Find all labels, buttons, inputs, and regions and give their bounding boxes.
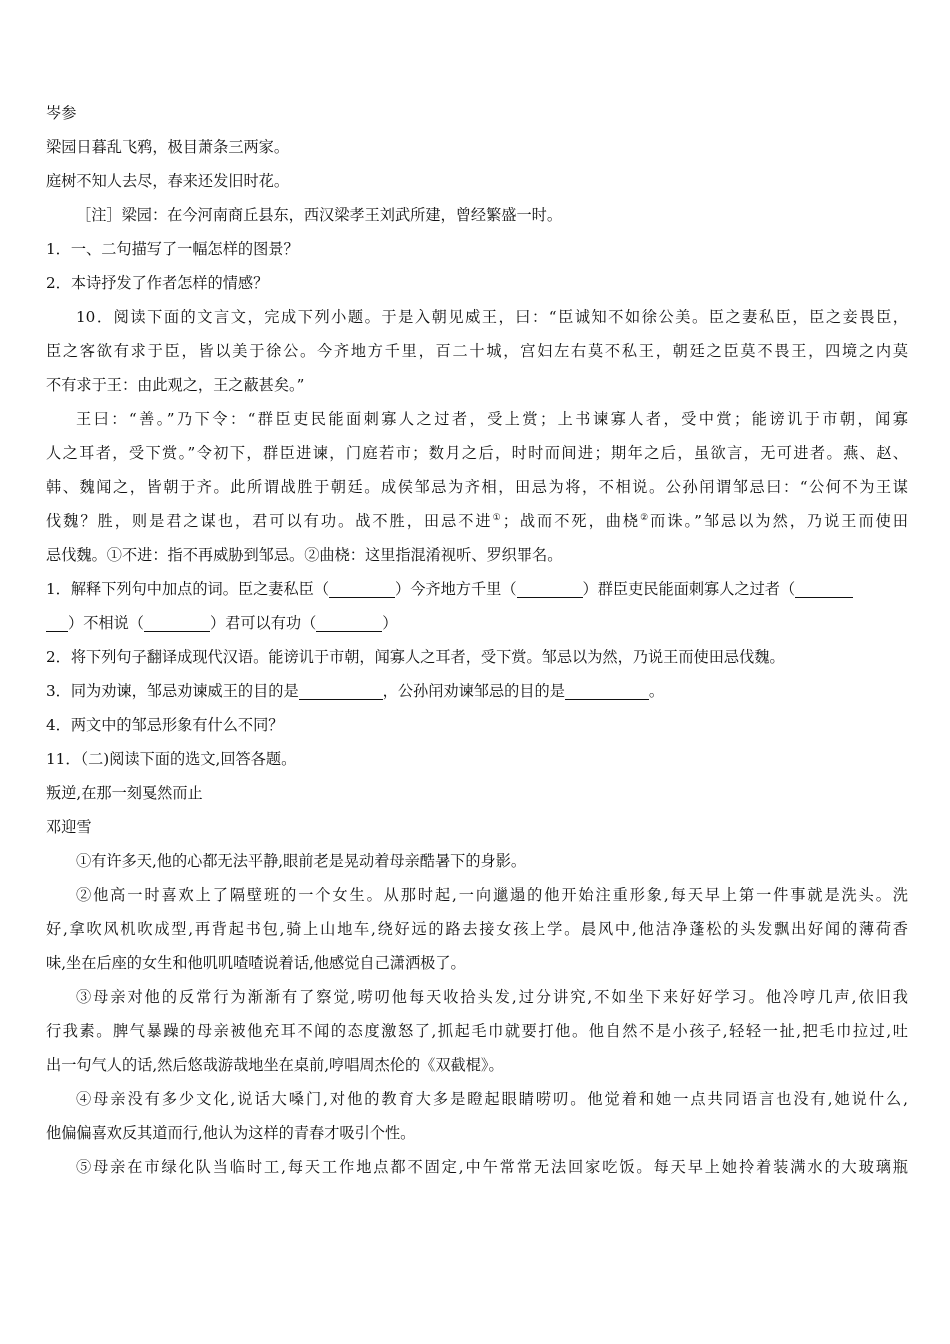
article-title: 叛逆,在那一刻戛然而止 <box>46 784 203 802</box>
sq1-text-e: ）君可以有功（ <box>209 614 317 632</box>
article-paragraph-3-line-2: 行我素。脾气暴躁的母亲被他充耳不闻的态度激怒了,抓起毛巾就要打他。他自然不是小孩子,轻轻一扯,把毛巾拉过,吐 <box>46 1022 908 1040</box>
q10-subquestion-1-line-2 <box>46 606 908 640</box>
q10-passage-2-line-4 <box>46 504 908 538</box>
q10-passage-1-line-2: 臣之客欲有求于臣，皆以美于徐公。今齐地方千里，百二十城，宫妇左右莫不私王，朝廷之臣莫不畏王，四境之内莫 <box>46 342 908 360</box>
sq1-text-f: ） <box>382 614 398 632</box>
sq1-text-d: ）不相说（ <box>68 614 144 632</box>
answer-blank[interactable] <box>144 613 210 632</box>
q10-passage-2-line-2: 人之耳者，受下赏。”令初下，群臣进谏，门庭若市；数月之后，时时而间进；期年之后，虽欲言，无可进者。燕、赵、 <box>46 444 908 462</box>
sq3-text-b: ，公孙闬劝谏邹忌的目的是 <box>382 682 565 700</box>
q11-heading: 11．（二)阅读下面的选文,回答各题。 <box>46 750 297 768</box>
q10-line4-part-a: 伐魏？胜，则是君之谋也，君可以有功。战不胜，田忌不进 <box>46 512 493 530</box>
footnote-marker-2: ② <box>640 512 651 523</box>
sq3-text-c: 。 <box>648 682 665 700</box>
article-paragraph-2-line-1: ②他高一时喜欢上了隔壁班的一个女生。从那时起,一向邋遢的他开始注重形象,每天早上第一件事就是洗头。洗 <box>76 886 908 904</box>
answer-blank[interactable] <box>565 681 649 700</box>
answer-blank[interactable] <box>316 613 382 632</box>
sq1-text-b: ）今齐地方千里（ <box>395 580 517 598</box>
q10-line4-part-c: 而诛。”邹忌以为然，乃说王而使田 <box>650 512 908 530</box>
answer-blank[interactable] <box>517 579 583 598</box>
article-author: 邓迎雪 <box>46 818 92 836</box>
sq3-text-a: 3．同为劝谏，邹忌劝谏威王的目的是 <box>46 682 299 700</box>
article-paragraph-2-line-2: 好,拿吹风机吹成型,再背起书包,骑上山地车,绕好远的路去接女孩上学。晨风中,他洁净蓬松的头发飘出好闻的薄荷香 <box>46 920 908 938</box>
q10-subquestion-1-line-1 <box>46 572 908 606</box>
q10-subquestion-2: 2．将下列句子翻译成现代汉语。能谤讥于市朝，闻寡人之耳者，受下赏。邹忌以为然，乃说王而使田忌伐魏。 <box>46 648 785 666</box>
answer-blank[interactable] <box>795 579 853 598</box>
poem-question-2: 2．本诗抒发了作者怎样的情感？ <box>46 274 269 292</box>
answer-blank-continued[interactable] <box>46 613 68 632</box>
q10-line4-part-b: ；战而不死，曲桡 <box>502 512 641 530</box>
article-paragraph-4-line-1: ④母亲没有多少文化,说话大嗓门,对他的教育大多是瞪起眼睛唠叨。他觉着和她一点共同语言也没有,她说什么, <box>76 1090 908 1108</box>
article-paragraph-1: ①有许多天,他的心都无法平静,眼前老是晃动着母亲酷暑下的身影。 <box>76 852 527 870</box>
q10-subquestion-4: 4．两文中的邹忌形象有什么不同？ <box>46 716 284 734</box>
document-page <box>46 96 908 1184</box>
poem-line-2: 庭树不知人去尽，春来还发旧时花。 <box>46 172 289 190</box>
poem-line-1: 梁园日暮乱飞鸦，极目萧条三两家。 <box>46 138 289 156</box>
article-paragraph-5-line-1: ⑤母亲在市绿化队当临时工,每天工作地点都不固定,中午常常无法回家吃饭。每天早上她拎着装满水的大玻璃瓶 <box>76 1158 908 1176</box>
poem-note: ［注］梁园：在今河南商丘县东，西汉梁孝王刘武所建，曾经繁盛一时。 <box>76 206 562 224</box>
answer-blank[interactable] <box>299 681 383 700</box>
article-paragraph-3-line-3: 出一句气人的话,然后悠哉游哉地坐在桌前,哼唱周杰伦的《双截棍》。 <box>46 1056 504 1074</box>
q10-passage-2-line-5: 忌伐魏。①不进：指不再威胁到邹忌。②曲桡：这里指混淆视听、罗织罪名。 <box>46 546 563 564</box>
poem-attribution: 岑参 <box>46 104 77 122</box>
q10-passage-2-line-3: 韩、魏闻之，皆朝于齐。此所谓战胜于朝廷。成侯邹忌为齐相，田忌为将，不相说。公孙闬谓邹忌曰：“公何不为王谋 <box>46 478 908 496</box>
poem-question-1: 1．一、二句描写了一幅怎样的图景？ <box>46 240 299 258</box>
article-paragraph-4-line-2: 他偏偏喜欢反其道而行,他认为这样的青春才吸引个性。 <box>46 1124 416 1142</box>
answer-blank[interactable] <box>329 579 395 598</box>
q10-passage-2-line-1: 王曰：“善。”乃下令：“群臣吏民能面刺寡人之过者，受上赏；上书谏寡人者，受中赏；能谤讥于市朝，闻寡 <box>76 410 908 428</box>
article-paragraph-3-line-1: ③母亲对他的反常行为渐渐有了察觉,唠叨他每天收拾头发,过分讲究,不如坐下来好好学习。他冷哼几声,依旧我 <box>76 988 908 1006</box>
article-paragraph-2-line-3: 味,坐在后座的女生和他叽叽喳喳说着话,他感觉自己潇洒极了。 <box>46 954 466 972</box>
footnote-marker-1: ① <box>492 512 503 523</box>
sq1-text-c: ）群臣吏民能面刺寡人之过者（ <box>582 580 796 598</box>
q10-subquestion-3 <box>46 674 908 708</box>
sq1-text-a: 1．解释下列句中加点的词。臣之妻私臣（ <box>46 580 330 598</box>
q10-passage-1-line-1: 10．阅读下面的文言文，完成下列小题。于是入朝见威王，曰：“臣诚知不如徐公美。臣之妻私臣，臣之妾畏臣， <box>76 308 908 326</box>
q10-passage-1-line-3: 不有求于王：由此观之，王之蔽甚矣。” <box>46 376 305 394</box>
